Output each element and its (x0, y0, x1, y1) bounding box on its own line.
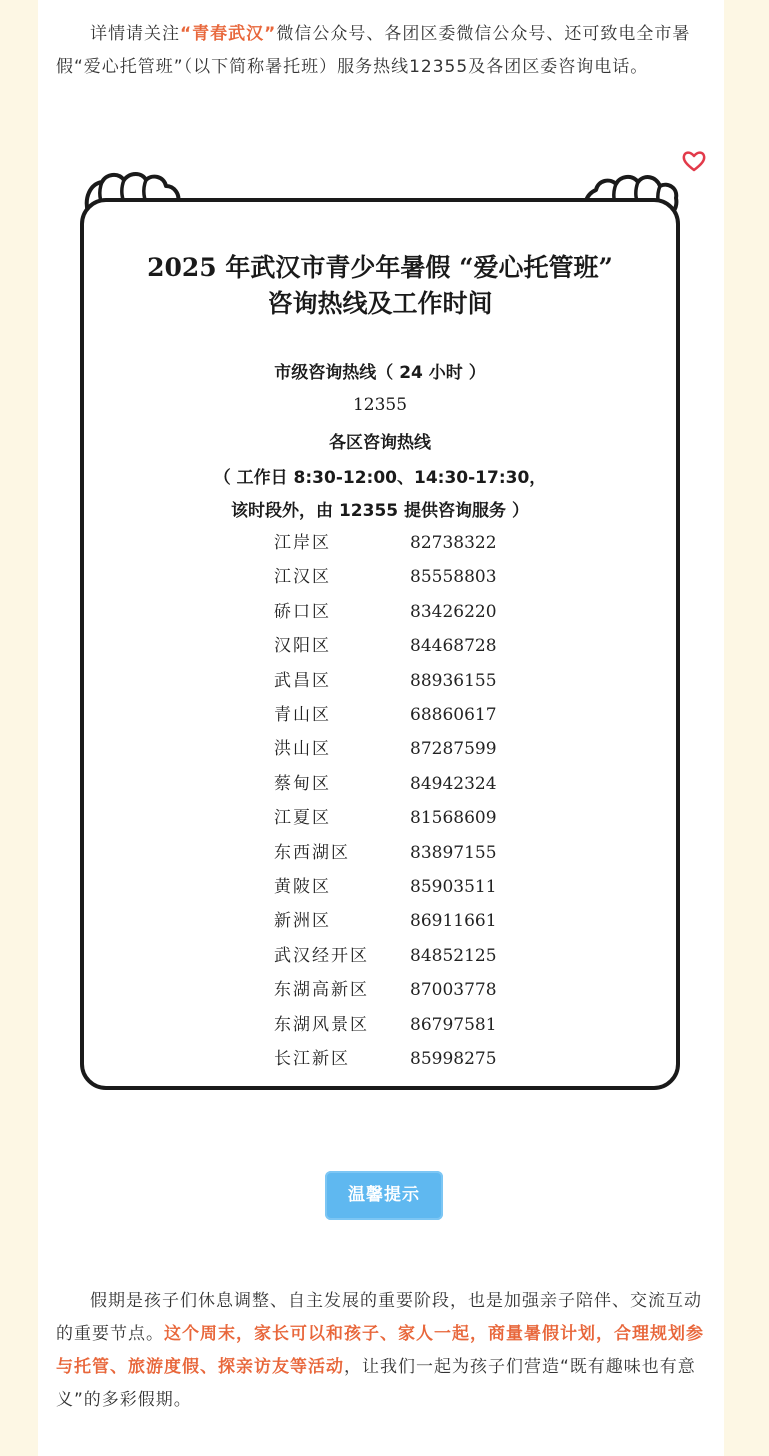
district-name: 蔡甸区 (274, 773, 331, 794)
district-phone: 85558803 (410, 567, 497, 588)
intro-text-before: 详情请关注 (90, 24, 180, 44)
closing-highlight: 这个周末，家长可以和孩子、家人一起，商量暑假计划，合理规划参与托管、旅游度假、探亲访友等活动 (56, 1324, 704, 1377)
district-name: 洪山区 (274, 739, 331, 760)
district-phone: 68860617 (410, 705, 497, 725)
district-phone: 84468728 (410, 636, 497, 657)
closing-paragraph (56, 1285, 706, 1417)
district-row (274, 597, 497, 627)
district-name: 江汉区 (274, 567, 331, 588)
district-name: 硚口区 (274, 601, 331, 622)
district-phone: 82738322 (410, 533, 497, 553)
district-row (274, 769, 497, 799)
district-name: 武汉经开区 (274, 945, 369, 966)
hotline-card (80, 198, 680, 1090)
district-row (274, 872, 497, 902)
district-phone: 83426220 (410, 601, 497, 622)
tips-banner: 温馨提示 (325, 1171, 443, 1220)
district-row (274, 838, 497, 868)
district-name: 东湖高新区 (274, 980, 369, 1001)
district-row (274, 1010, 497, 1040)
working-hours-line1: （ 工作日 8:30-12:00、14:30-17:30， (213, 468, 547, 488)
district-name: 江夏区 (274, 808, 331, 829)
city-hotline-number: 12355 (352, 395, 408, 415)
district-phone: 88936155 (410, 670, 497, 691)
city-hotline-label: 市级咨询热线（ 24 小时 ） (274, 363, 486, 383)
heart-icon (682, 150, 706, 172)
district-phone: 86911661 (410, 911, 497, 932)
district-name: 新洲区 (274, 911, 331, 932)
district-row (274, 666, 497, 696)
district-name: 武昌区 (274, 670, 331, 691)
district-row (274, 528, 497, 558)
district-phone: 84942324 (410, 773, 497, 794)
district-name: 江岸区 (274, 533, 331, 553)
district-name: 青山区 (274, 705, 331, 725)
district-phone: 86797581 (410, 1014, 497, 1035)
card-title-line1: 2025 年武汉市青少年暑假 “爱心托管班” (147, 253, 613, 282)
district-row (274, 1044, 497, 1074)
district-phone: 84852125 (410, 945, 497, 966)
district-row (274, 562, 497, 592)
intro-paragraph (56, 18, 706, 84)
district-name: 东湖风景区 (274, 1014, 369, 1035)
account-name-highlight: “青春武汉” (180, 24, 277, 44)
closing-text-after: ，让我们一起为孩子们营造“既有趣味也有意义”的多彩假期。 (56, 1357, 696, 1410)
district-row (274, 941, 497, 971)
district-row (274, 700, 497, 730)
district-phone: 85903511 (410, 877, 497, 897)
district-name: 长江新区 (274, 1049, 350, 1069)
closing-text-before: 假期是孩子们休息调整、自主发展的重要阶段，也是加强亲子陪伴、交流互动的重要节点。 (56, 1291, 702, 1344)
district-hotline-label: 各区咨询热线 (329, 433, 431, 453)
district-row (274, 906, 497, 936)
intro-text-after: 微信公众号、各团区委微信公众号、还可致电全市暑假“爱心托管班”（以下简称暑托班）服务热线12355及各团区委咨询电话。 (56, 24, 691, 77)
district-phone: 85998275 (410, 1049, 497, 1069)
article-page (38, 0, 724, 1456)
card-title-line2: 咨询热线及工作时间 (267, 289, 493, 318)
district-phone: 87003778 (410, 980, 497, 1001)
working-hours-line2: 该时段外，由 12355 提供咨询服务 ） (231, 501, 529, 521)
district-phone: 87287599 (410, 739, 497, 760)
district-row (274, 734, 497, 764)
district-row (274, 803, 497, 833)
district-phone: 81568609 (410, 808, 497, 829)
district-row (274, 975, 497, 1005)
district-name: 东西湖区 (274, 842, 350, 863)
district-name: 汉阳区 (274, 636, 331, 657)
district-row (274, 631, 497, 661)
district-phone: 83897155 (410, 842, 497, 863)
district-name: 黄陂区 (274, 877, 331, 897)
